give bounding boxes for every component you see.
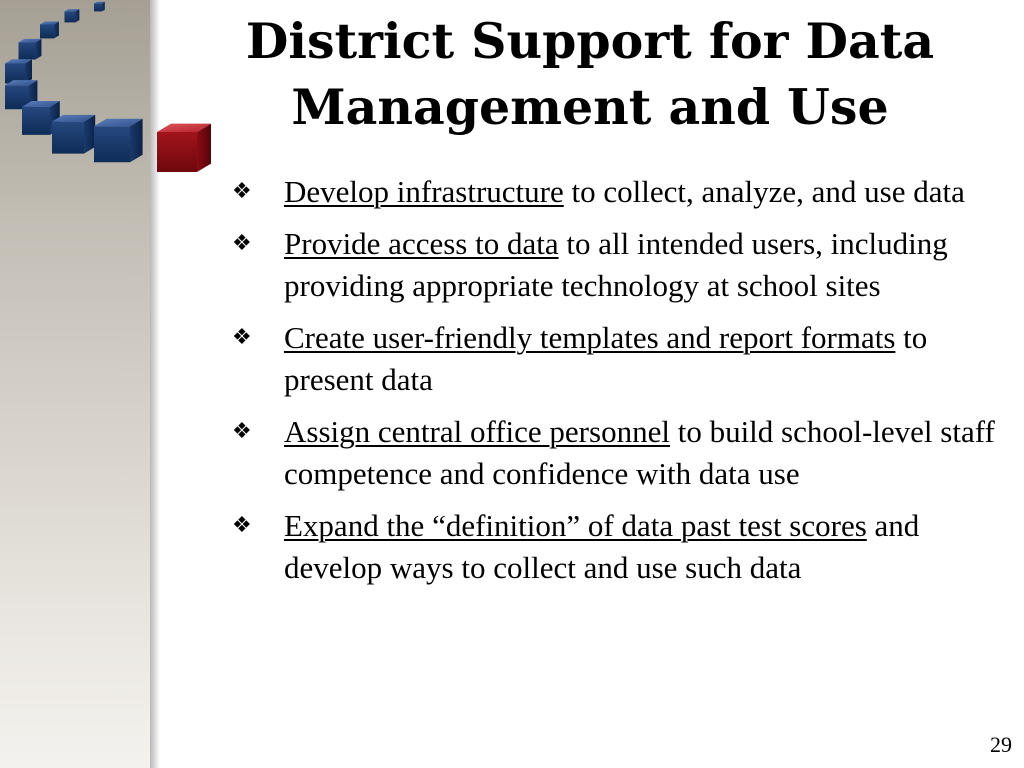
- blue-cube-icon: [94, 2, 105, 12]
- four-diamond-bullet-icon: ❖: [232, 419, 252, 444]
- bullet-item: [232, 317, 997, 401]
- blue-cube-icon: [40, 22, 59, 39]
- bullet-item: [232, 411, 997, 495]
- bullet-item: [232, 223, 997, 307]
- bullet-key-phrase: Develop infrastructure: [284, 174, 564, 209]
- bullet-item: [232, 505, 997, 589]
- four-diamond-bullet-icon: ❖: [232, 231, 252, 256]
- slide-title: District Support for Data Management and Use: [245, 12, 935, 136]
- bullet-text: to all intended users, including providing appropriate technology at school sites: [284, 226, 948, 303]
- bullet-text: to collect, analyze, and use data: [563, 174, 965, 209]
- blue-cube-icon: [19, 39, 42, 60]
- bullet-item: [232, 171, 997, 213]
- bullet-key-phrase: Provide access to data: [284, 226, 559, 261]
- blue-cube-icon: [52, 115, 95, 154]
- blue-cube-icon: [94, 119, 143, 163]
- four-diamond-bullet-icon: ❖: [232, 325, 252, 350]
- blue-cube-icon: [65, 9, 80, 22]
- bullet-text: to present data: [284, 320, 928, 397]
- bullet-text: to build school-level staff competence and confidence with data use: [284, 414, 995, 491]
- four-diamond-bullet-icon: ❖: [232, 179, 252, 204]
- cubes-graphic: [0, 0, 220, 200]
- four-diamond-bullet-icon: ❖: [232, 513, 252, 538]
- red-cube-icon: [157, 124, 211, 172]
- bullet-key-phrase: Assign central office personnel: [284, 414, 670, 449]
- bullet-text: and develop ways to collect and use such data: [284, 508, 920, 585]
- blue-cube-icon: [5, 59, 32, 83]
- bullet-key-phrase: Create user-friendly templates and report formats: [284, 320, 896, 355]
- bullet-list: [232, 171, 997, 599]
- page-number: 29: [990, 732, 1012, 757]
- bullet-key-phrase: Expand the “definition” of data past test scores: [284, 508, 867, 543]
